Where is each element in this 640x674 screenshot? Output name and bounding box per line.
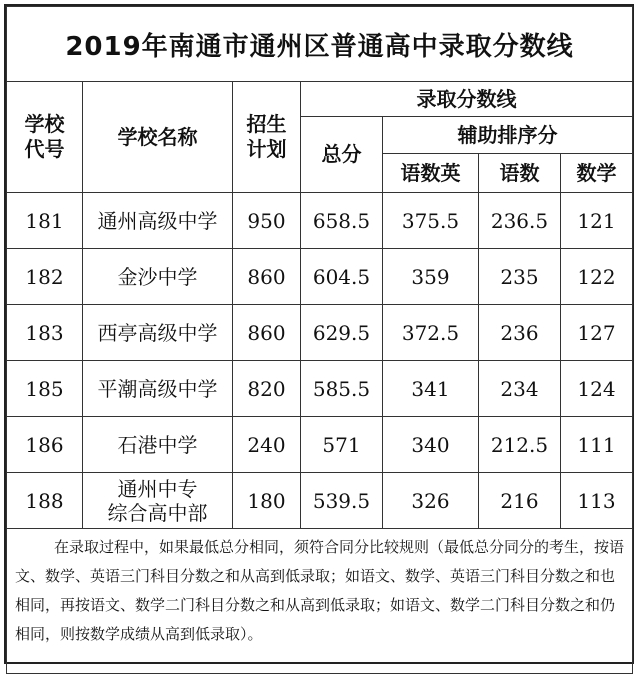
cell-cme: 341 bbox=[383, 361, 479, 417]
header-plan: 招生 计划 bbox=[233, 82, 301, 193]
cell-name: 西亭高级中学 bbox=[83, 305, 233, 361]
cell-cme: 375.5 bbox=[383, 193, 479, 249]
cell-code: 186 bbox=[7, 417, 83, 473]
cell-total: 629.5 bbox=[301, 305, 383, 361]
table-row bbox=[7, 249, 633, 305]
cell-cme: 326 bbox=[383, 473, 479, 529]
cell-plan: 950 bbox=[233, 193, 301, 249]
cell-total: 604.5 bbox=[301, 249, 383, 305]
header-cutoff: 录取分数线 bbox=[301, 82, 633, 117]
cell-cm: 236.5 bbox=[479, 193, 561, 249]
header-aux-sort: 辅助排序分 bbox=[383, 117, 633, 154]
cell-plan: 820 bbox=[233, 361, 301, 417]
cell-name: 石港中学 bbox=[83, 417, 233, 473]
table-title: 2019年南通市通州区普通高中录取分数线 bbox=[7, 7, 633, 82]
cell-plan: 180 bbox=[233, 473, 301, 529]
tie-break-note: 在录取过程中，如果最低总分相同，须符合同分比较规则（最低总分同分的考生，按语文、数学、英语三门科目分数之和从高到低录取；如语文、数学、英语三门科目分数之和也相同，再按语文、数学二门科目分数之和从高到低录取；如语文、数学二门科目分数之和仍相同，则按数学成绩从高到低录取）。 bbox=[7, 529, 633, 674]
header-math: 数学 bbox=[561, 154, 633, 193]
header-chn-math-eng: 语数英 bbox=[383, 154, 479, 193]
admission-score-table bbox=[6, 6, 633, 674]
cell-math: 124 bbox=[561, 361, 633, 417]
cell-code: 185 bbox=[7, 361, 83, 417]
cell-math: 121 bbox=[561, 193, 633, 249]
cell-cm: 235 bbox=[479, 249, 561, 305]
cell-cm: 234 bbox=[479, 361, 561, 417]
cell-total: 571 bbox=[301, 417, 383, 473]
cell-plan: 240 bbox=[233, 417, 301, 473]
cell-name: 金沙中学 bbox=[83, 249, 233, 305]
cell-plan: 860 bbox=[233, 305, 301, 361]
cell-cme: 340 bbox=[383, 417, 479, 473]
cell-name: 平潮高级中学 bbox=[83, 361, 233, 417]
cell-math: 113 bbox=[561, 473, 633, 529]
table-row bbox=[7, 193, 633, 249]
table-row bbox=[7, 305, 633, 361]
cell-code: 181 bbox=[7, 193, 83, 249]
table-row bbox=[7, 361, 633, 417]
header-total: 总分 bbox=[301, 117, 383, 193]
cell-total: 585.5 bbox=[301, 361, 383, 417]
cell-cm: 212.5 bbox=[479, 417, 561, 473]
cell-name: 通州高级中学 bbox=[83, 193, 233, 249]
table-row bbox=[7, 417, 633, 473]
cell-cme: 359 bbox=[383, 249, 479, 305]
cell-code: 183 bbox=[7, 305, 83, 361]
cell-cme: 372.5 bbox=[383, 305, 479, 361]
cell-total: 658.5 bbox=[301, 193, 383, 249]
header-chn-math: 语数 bbox=[479, 154, 561, 193]
cell-code: 182 bbox=[7, 249, 83, 305]
cell-total: 539.5 bbox=[301, 473, 383, 529]
cell-math: 111 bbox=[561, 417, 633, 473]
cell-cm: 216 bbox=[479, 473, 561, 529]
score-table-frame bbox=[4, 4, 634, 664]
cell-code: 188 bbox=[7, 473, 83, 529]
cell-name: 通州中专 综合高中部 bbox=[83, 473, 233, 529]
cell-math: 127 bbox=[561, 305, 633, 361]
cell-math: 122 bbox=[561, 249, 633, 305]
table-row bbox=[7, 473, 633, 529]
cell-plan: 860 bbox=[233, 249, 301, 305]
header-school-name: 学校名称 bbox=[83, 82, 233, 193]
header-school-code: 学校 代号 bbox=[7, 82, 83, 193]
cell-cm: 236 bbox=[479, 305, 561, 361]
